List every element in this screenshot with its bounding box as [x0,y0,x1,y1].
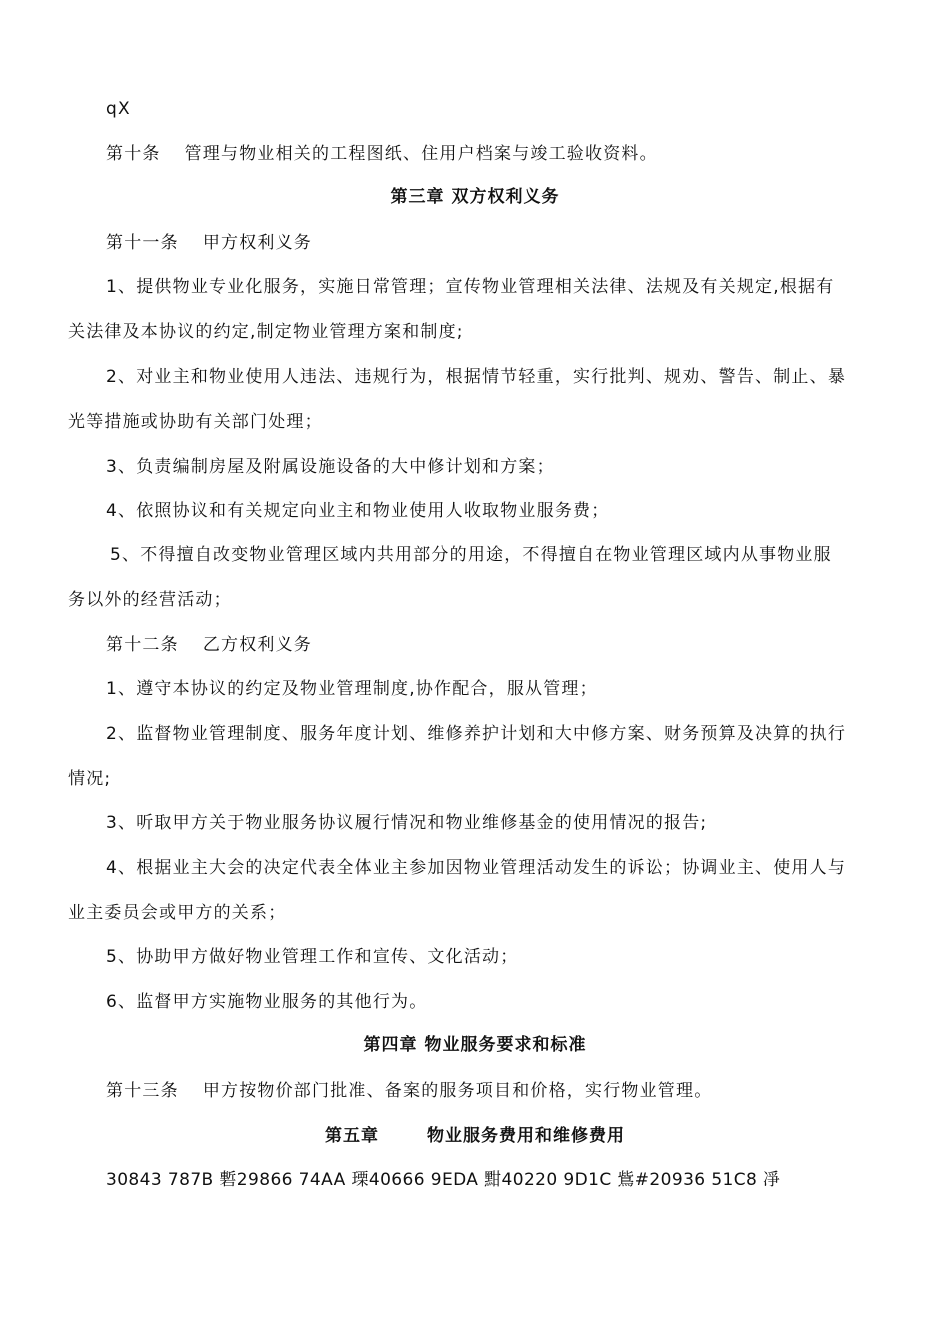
chapter-title: 双方权利义务 [451,187,560,207]
list-item: 2、监督物业管理制度、服务年度计划、维修养护计划和大中修方案、财务预算及决算的执行 [106,724,847,744]
chapter-4-heading [0,1033,950,1057]
chapter-5-heading [0,1124,950,1148]
list-item: 4、依照协议和有关规定向业主和物业使用人收取物业服务费； [106,501,610,521]
chapter-title: 物业服务要求和标准 [424,1035,587,1055]
article-label: 第十三条 [106,1081,179,1101]
text-fragment: qX [106,99,131,119]
list-item: 3、负责编制房屋及附属设施设备的大中修计划和方案； [106,457,555,477]
article-label: 第十条 [106,144,161,164]
chapter-label: 第四章 [363,1035,418,1055]
chapter-3-heading [0,185,950,209]
article-text: 甲方按物价部门批准、备案的服务项目和价格，实行物业管理。 [202,1081,713,1101]
article-10 [106,142,658,166]
list-item: 2、对业主和物业使用人违法、违规行为，根据情节轻重，实行批判、规劝、警告、制止、暴 [106,367,847,387]
list-item: 4、根据业主大会的决定代表全体业主参加因物业管理活动发生的诉讼；协调业主、使用人与 [106,858,847,878]
chapter-label: 第五章 [325,1126,379,1146]
article-title: 甲方权利义务 [202,233,313,253]
list-item-continuation: 情况; [68,769,112,789]
list-item: 3、听取甲方关于物业服务协议履行情况和物业维修基金的使用情况的报告; [106,813,708,833]
list-item: 1、遵守本协议的约定及物业管理制度,协作配合，服从管理； [106,679,598,699]
list-item-continuation: 务以外的经营活动； [68,590,232,610]
article-label: 第十二条 [106,635,179,655]
list-item: 1、提供物业专业化服务，实施日常管理；宣传物业管理相关法律、法规及有关规定,根据有 [106,277,835,297]
article-12 [106,633,312,657]
article-text: 管理与物业相关的工程图纸、住用户档案与竣工验收资料。 [184,144,658,164]
article-13 [106,1079,712,1103]
list-item: 6、监督甲方实施物业服务的其他行为。 [106,992,428,1012]
chapter-label: 第三章 [390,187,445,207]
garbled-text-line: 30843 787B 磛29866 74AA 瑮40666 9EDA 黚40220 9D1C 鴜#20936 51C8 凈 [106,1170,781,1190]
list-item: 5、不得擅自改变物业管理区域内共用部分的用途，不得擅自在物业管理区域内从事物业服 [110,545,832,565]
list-item-continuation: 光等措施或协助有关部门处理； [68,412,323,432]
list-item: 5、协助甲方做好物业管理工作和宣传、文化活动； [106,947,519,967]
article-label: 第十一条 [106,233,179,253]
list-item-continuation: 关法律及本协议的约定,制定物业管理方案和制度; [68,322,464,342]
chapter-title: 物业服务费用和维修费用 [427,1126,625,1146]
list-item-continuation: 业主委员会或甲方的关系； [68,903,287,923]
article-11 [106,231,312,255]
article-title: 乙方权利义务 [202,635,313,655]
